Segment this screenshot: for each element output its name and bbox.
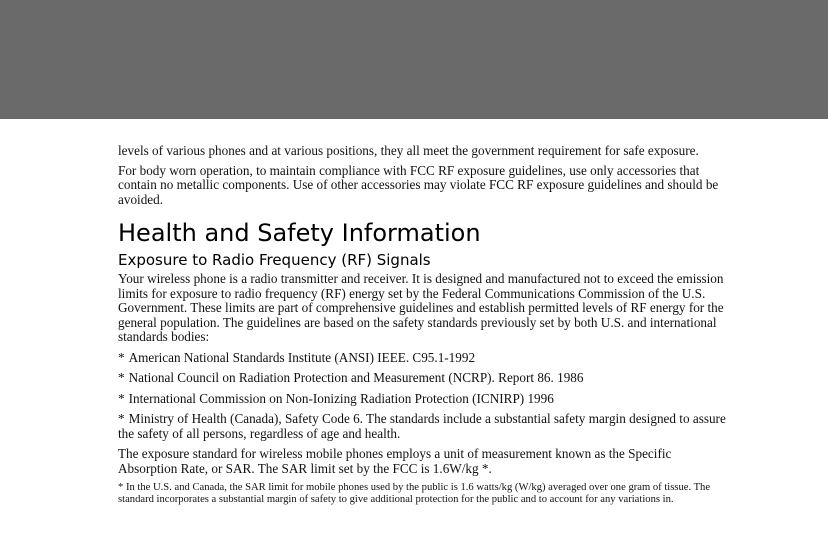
sar-paragraph: The exposure standard for wireless mobile phones employs a unit of measurement known as the Specific Absorption Rate, or SAR. The SAR limit set by the FCC is 1.6W/kg *. (118, 446, 672, 476)
list-item: * International Commission on Non-Ionizing Radiation Protection (ICNIRP) 1996 (118, 390, 554, 406)
standards-list (118, 351, 730, 442)
list-item: * Ministry of Health (Canada), Safety Code 6. The standards include a substantial safety margin designed to assure the safety of all persons, regardless of age and health. (118, 411, 726, 441)
body-paragraph: Your wireless phone is a radio transmitter and receiver. It is designed and manufactured not to exceed the emission limits for exposure to radio frequency (RF) energy set by the Federal Communications Commission of the U.S. Government. These limits are part of comprehensive guidelines and establish permitted levels of RF energy for the general population. The guidelines are based on the safety standards previously set by both U.S. and international standards bodies: (118, 271, 724, 344)
intro-paragraph-1: levels of various phones and at various positions, they all meet the government requirement for safe exposure. (118, 143, 699, 158)
header-band (0, 0, 828, 119)
list-item: * National Council on Radiation Protection and Measurement (NCRP). Report 86. 1986 (118, 370, 584, 385)
footnote: * In the U.S. and Canada, the SAR limit for mobile phones used by the public is 1.6 watts/kg (W/kg) averaged over one gram of tissue. The standard incorporates a substantial margin of safety to give additional protection for the public and to account for any variations in. (118, 482, 711, 505)
bullet-marker: * (118, 411, 125, 426)
bullet-marker: * (118, 390, 125, 406)
bullet-marker: * (118, 349, 125, 365)
bullet-marker: * (118, 370, 125, 385)
document-content (118, 144, 730, 505)
intro-paragraph-2: For body worn operation, to maintain compliance with FCC RF exposure guidelines, use only accessories that contain no metallic components. Use of other accessories may violate FCC RF exposure guidelines and should be avoided. (118, 162, 719, 207)
list-item: * American National Standards Institute (ANSI) IEEE. C95.1-1992 (118, 349, 476, 365)
section-heading: Health and Safety Information (118, 219, 481, 247)
section-subheading: Exposure to Radio Frequency (RF) Signals (118, 251, 431, 269)
